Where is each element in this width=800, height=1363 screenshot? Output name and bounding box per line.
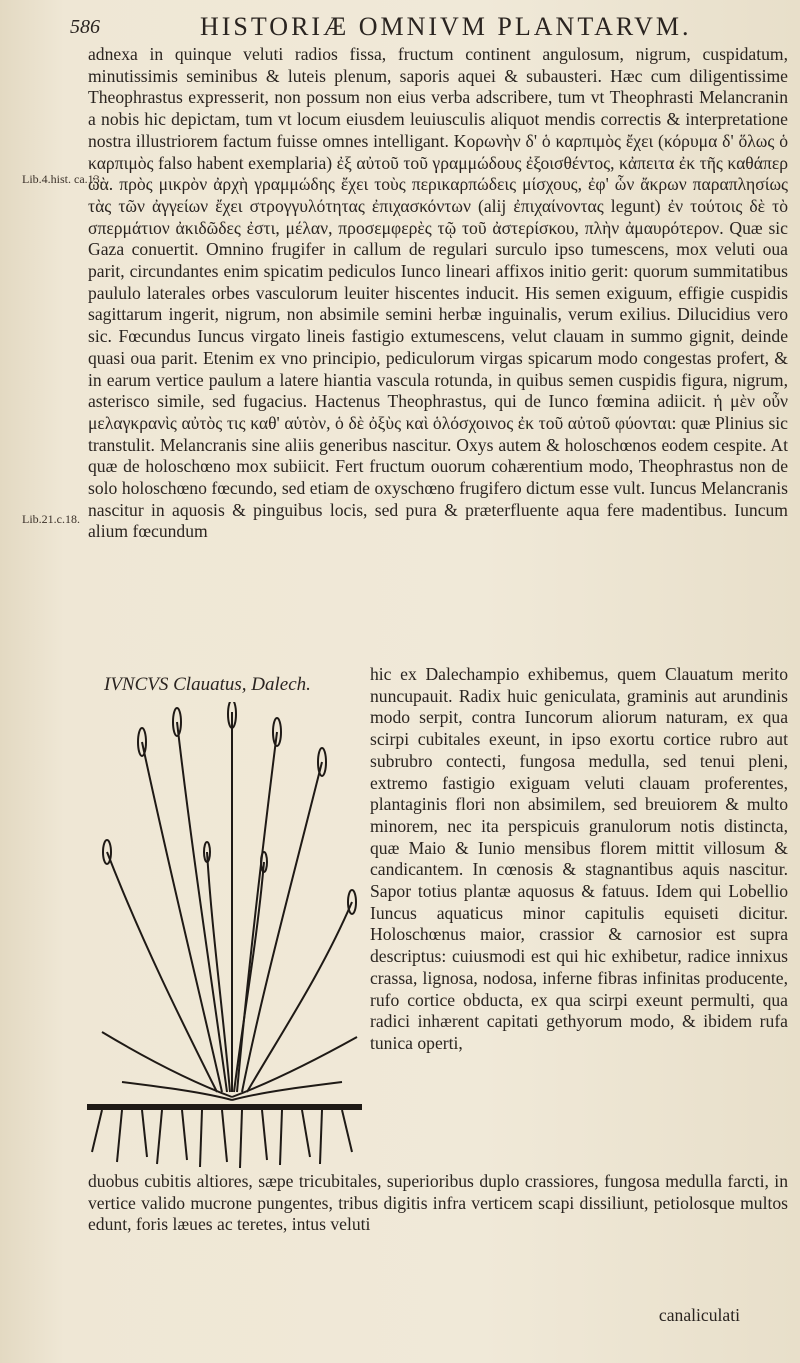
- paragraph-side: hic ex Dalechampio exhibemus, quem Clauatum merito nuncupauit. Radix huic geniculata, graminis aut arundinis modo serpit, contra Iuncorum aliorum naturam, ex qua scirpi cubitales exeunt, in ipso exortu cortice rubro aut subrubro contecti, fungosa medulla, sed tenui pleni, extremo fastigio exiguam veluti clauam proferentes, plantaginis flori non absimilem, sed breuiorem & multo minorem, nec ita perspicuis granulorum notis distincta, quæ Maio & Iunio mensibus florem mittit villosum & candicantem. In cœnosis & stagnantibus aquis nascitur. Sapor totius plantæ aquosus & fatuus. Idem qui Lobellio Iuncus aquaticus minor capitulis equiseti dicitur. Holoschœnus maior, crassior & carnosior est supra descriptus: cuiusmodi est qui hic exhibetur, radice innixus crassa, lignosa, nodosa, inferne fibras infinitas producente, rufo cortice obducta, ex qua scirpi exeunt permulti, qua radici inhærent capitati gethyorum modo, & ibidem rufa tunica operti,: [370, 664, 788, 1053]
- side-text-block: [370, 664, 788, 1055]
- margin-note-reference: Lib.21.c.18.: [22, 512, 80, 526]
- plant-illustration: [82, 702, 367, 1172]
- page-header: [60, 12, 780, 46]
- paragraph-top: adnexa in quinque veluti radios fissa, fructum continent angulosum, nigrum, cuspidatum, minutissimis seminibus & luteis plenum, saporis aquei & subausteri. Hæc cum diligentissime Theophrastus expresserit, non possum non eius verba adscribere, tum vt Theophrasti Melancranin a nobis hic depictam, tum vt locum eiusdem leuiusculis aliquot mendis correctis & interpretatione nostra illustriorem factum fuisse omnes intelligant. Κορωνὴν δ' ὁ καρπιμὸς ἔχει (κόρυμα δ' ὅλως ὁ καρπιμὸς falso habent exemplaria) ἐξ αὐτοῦ τοῦ γραμμώδους ἐξοισθέντος, κἀπειτα ἐκ τῆς καθάπερ ὠὰ. πρὸς μικρὸν ἀρχὴ γραμμώδης ἔχει τοὺς περικαρπώδεις μίσχους, ἐφ' ὧν ἄκρων παραπλησίως τὰς τῶν ἀγγείων ἔχει στρογγυλότητας ἐπιχασκόντων (alij ἐπιχαίνοντας legunt) ἐν τούτοις δὲ τὸ σπερμάτιον ἀκιδῶδες ἐστι, μέλαν, προσεμφερὲς τῷ τοῦ ἀστερίσκου, πλὴν ἀμαυρότερον. Quæ sic Gaza conuertit. Omnino frugifer in callum de regulari surculo ipso tumescens, mox veluti oua parit, circundantes enim spicatim pediculos Iunco lineari affixos initio gerit: quorum summitatibus paululo laterales orbes vasculorum leuiter hiscentes inducit. His semen exiguum, effigie cuspidis sagittarum ingerit, nigrum, non absimile semini herbæ inguinalis, verum exilius. Dilucidius vero sic. Fœcundus Iuncus virgato lineis fastigio extumescens, velut clauam in summo gignit, deinde quasi oua parit. Etenim ex vno principio, pediculorum virgas spicarum modo congestas profert, & in earum vertice paulum a latere hiantia vascula rotunda, in quibus semen cuspidis figura, nigrum, asterisco simile, sed fugacius. Hactenus Theophrastus, qui de Iunco fœmina adiicit. ἡ μὲν οὖν μελαγκρανὶς αὐτὸς τις καθ' αὑτὸν, ὁ δὲ ὀξὺς καὶ ὁλόσχοινος ἐκ τοῦ αὐτοῦ φύονται: quæ Plinius sic transtulit. Melancranis sine aliis generibus nascitur. Oxys autem & holoschœnos eodem cespite. At quæ de holoschœno mox subiicit. Fert fructum ouorum cohærentium modo, Theophrastus non de solo holoschœno fœcundo, sed etiam de oxyschœno frugifero dictum esse vult. Iuncus Melancranis nascitur in aquosis & pinguibus locis, sed pura & præterfluente aqua fere madentibus. Iuncum alium fœcundum: [88, 44, 788, 542]
- juncus-woodcut-svg: [82, 702, 367, 1172]
- main-text-block: [88, 44, 788, 543]
- margin-note-reference: Lib.4.hist. ca.13.: [22, 172, 103, 186]
- figure-caption: IVNCVS Clauatus, Dalech.: [104, 674, 311, 695]
- bottom-text-block: [88, 1171, 788, 1236]
- page-number: 586: [70, 16, 100, 38]
- paragraph-bottom: duobus cubitis altiores, sæpe tricubitales, superioribus duplo crassiores, fungosa medulla farcti, in vertice valido mucrone pungentes, tribus digitis infra verticem scapi dissiliunt, petiolosque multos edunt, foris læues ac teretes, intus veluti: [88, 1171, 788, 1235]
- running-title: HISTORIÆ OMNIVM PLANTARVM.: [200, 12, 692, 41]
- catchword: canaliculati: [658, 1305, 740, 1325]
